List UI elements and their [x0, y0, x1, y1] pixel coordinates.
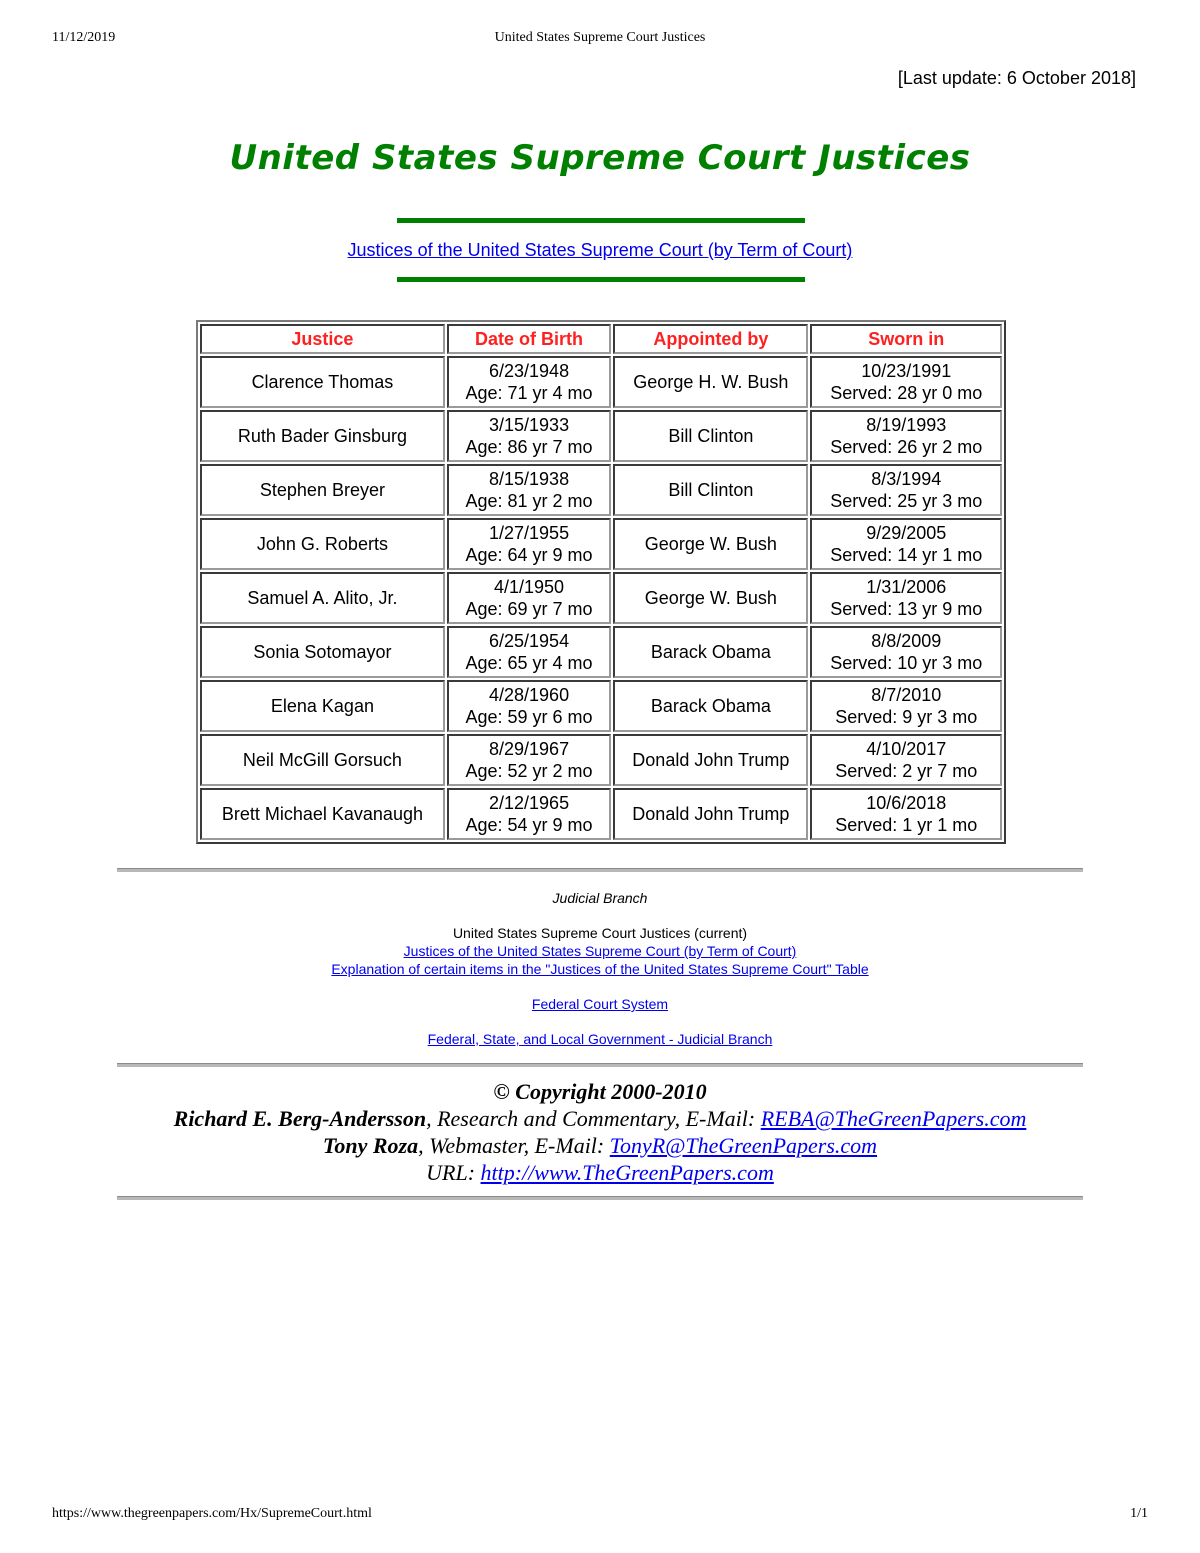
- table-row: [200, 464, 1002, 516]
- header-appointed-by: Appointed by: [613, 324, 808, 354]
- served: Served: 9 yr 3 mo: [835, 707, 978, 727]
- copyright-block: [0, 1078, 1200, 1186]
- term-of-court-link[interactable]: Justices of the United States Supreme Court (by Term of Court): [347, 240, 853, 260]
- birth-cell: [447, 464, 611, 516]
- appointed-by: George W. Bush: [613, 572, 808, 624]
- sworn-date: 10/23/1991: [861, 361, 952, 381]
- table-row: [200, 410, 1002, 462]
- sworn-cell: [810, 734, 1002, 786]
- print-header: [52, 30, 1148, 50]
- birth-cell: [447, 680, 611, 732]
- appointed-by: George W. Bush: [613, 518, 808, 570]
- birth-date: 4/1/1950: [494, 577, 565, 597]
- webmaster-role: , Webmaster, E-Mail:: [418, 1133, 610, 1158]
- header-justice: Justice: [200, 324, 445, 354]
- served: Served: 10 yr 3 mo: [830, 653, 983, 673]
- birth-date: 4/28/1960: [489, 685, 570, 705]
- last-update: [Last update: 6 October 2018]: [897, 68, 1136, 88]
- appointed-by: George H. W. Bush: [613, 356, 808, 408]
- birth-date: 6/23/1948: [489, 361, 570, 381]
- sworn-date: 8/7/2010: [871, 685, 942, 705]
- current-page-label: United States Supreme Court Justices (current): [452, 925, 748, 941]
- url-label: URL:: [426, 1160, 481, 1185]
- appointed-by: Donald John Trump: [613, 734, 808, 786]
- sworn-cell: [810, 788, 1002, 840]
- age: Age: 54 yr 9 mo: [465, 815, 593, 835]
- birth-cell: [447, 572, 611, 624]
- served: Served: 25 yr 3 mo: [830, 491, 983, 511]
- sworn-cell: [810, 464, 1002, 516]
- sworn-date: 4/10/2017: [866, 739, 947, 759]
- served: Served: 14 yr 1 mo: [830, 545, 983, 565]
- justice-name: John G. Roberts: [200, 518, 445, 570]
- gray-divider: [117, 868, 1083, 872]
- table-row: [200, 518, 1002, 570]
- table-row: [200, 356, 1002, 408]
- sworn-cell: [810, 410, 1002, 462]
- age: Age: 86 yr 7 mo: [465, 437, 593, 457]
- sworn-date: 8/19/1993: [866, 415, 947, 435]
- age: Age: 52 yr 2 mo: [465, 761, 593, 781]
- sworn-cell: [810, 518, 1002, 570]
- sworn-cell: [810, 356, 1002, 408]
- justice-name: Stephen Breyer: [200, 464, 445, 516]
- term-of-court-nav-link[interactable]: Justices of the United States Supreme Court (by Term of Court): [403, 943, 797, 959]
- print-page-number: 1/1: [1130, 1506, 1148, 1521]
- site-url-link[interactable]: http://www.TheGreenPapers.com: [480, 1160, 774, 1185]
- birth-date: 6/25/1954: [489, 631, 570, 651]
- birth-cell: [447, 788, 611, 840]
- justice-name: Ruth Bader Ginsburg: [200, 410, 445, 462]
- age: Age: 59 yr 6 mo: [465, 707, 593, 727]
- gray-divider: [117, 1196, 1083, 1200]
- judicial-branch-nav: [0, 890, 1200, 1048]
- federal-court-system-link[interactable]: Federal Court System: [531, 996, 669, 1012]
- birth-date: 1/27/1955: [489, 523, 570, 543]
- green-divider-top: [397, 218, 805, 223]
- author-role: , Research and Commentary, E-Mail:: [426, 1106, 761, 1131]
- birth-date: 8/15/1938: [489, 469, 570, 489]
- birth-date: 8/29/1967: [489, 739, 570, 759]
- print-footer: [52, 1506, 1148, 1526]
- justices-table: [196, 320, 1006, 844]
- table-row: [200, 734, 1002, 786]
- age: Age: 69 yr 7 mo: [465, 599, 593, 619]
- served: Served: 28 yr 0 mo: [830, 383, 983, 403]
- header-sworn-in: Sworn in: [810, 324, 1002, 354]
- age: Age: 81 yr 2 mo: [465, 491, 593, 511]
- sworn-date: 8/3/1994: [871, 469, 942, 489]
- webmaster-line: [0, 1132, 1200, 1159]
- served: Served: 13 yr 9 mo: [830, 599, 983, 619]
- webmaster-name: Tony Roza: [322, 1133, 419, 1158]
- copyright-line: © Copyright 2000-2010: [493, 1079, 707, 1104]
- appointed-by: Bill Clinton: [613, 410, 808, 462]
- age: Age: 64 yr 9 mo: [465, 545, 593, 565]
- table-row: [200, 626, 1002, 678]
- birth-cell: [447, 356, 611, 408]
- age: Age: 65 yr 4 mo: [465, 653, 593, 673]
- gray-divider: [117, 1063, 1083, 1067]
- author-name: Richard E. Berg-Andersson: [173, 1106, 427, 1131]
- birth-date: 3/15/1933: [489, 415, 570, 435]
- birth-cell: [447, 518, 611, 570]
- table-row: [200, 572, 1002, 624]
- judicial-branch-label: Judicial Branch: [552, 890, 648, 906]
- url-line: [0, 1159, 1200, 1186]
- justice-name: Clarence Thomas: [200, 356, 445, 408]
- justice-name: Samuel A. Alito, Jr.: [200, 572, 445, 624]
- sworn-date: 8/8/2009: [871, 631, 942, 651]
- sworn-date: 10/6/2018: [866, 793, 947, 813]
- birth-cell: [447, 410, 611, 462]
- sworn-date: 9/29/2005: [866, 523, 947, 543]
- served: Served: 26 yr 2 mo: [830, 437, 983, 457]
- table-header-row: [200, 324, 1002, 354]
- explanation-link[interactable]: Explanation of certain items in the "Justices of the United States Supreme Court" Table: [331, 961, 869, 977]
- appointed-by: Barack Obama: [613, 626, 808, 678]
- sworn-cell: [810, 680, 1002, 732]
- justice-name: Neil McGill Gorsuch: [200, 734, 445, 786]
- author-email-link[interactable]: REBA@TheGreenPapers.com: [760, 1106, 1027, 1131]
- table-row: [200, 680, 1002, 732]
- green-divider-bottom: [397, 277, 805, 282]
- served: Served: 2 yr 7 mo: [835, 761, 978, 781]
- justice-name: Sonia Sotomayor: [200, 626, 445, 678]
- justice-name: Brett Michael Kavanaugh: [200, 788, 445, 840]
- header-date-of-birth: Date of Birth: [447, 324, 611, 354]
- birth-date: 2/12/1965: [489, 793, 570, 813]
- served: Served: 1 yr 1 mo: [835, 815, 978, 835]
- appointed-by: Bill Clinton: [613, 464, 808, 516]
- age: Age: 71 yr 4 mo: [465, 383, 593, 403]
- print-date: 11/12/2019: [52, 30, 116, 45]
- table-row: [200, 788, 1002, 840]
- sworn-cell: [810, 572, 1002, 624]
- sworn-cell: [810, 626, 1002, 678]
- justice-name: Elena Kagan: [200, 680, 445, 732]
- print-page-title: United States Supreme Court Justices: [494, 30, 706, 45]
- birth-cell: [447, 734, 611, 786]
- sworn-date: 1/31/2006: [866, 577, 947, 597]
- birth-cell: [447, 626, 611, 678]
- appointed-by: Donald John Trump: [613, 788, 808, 840]
- appointed-by: Barack Obama: [613, 680, 808, 732]
- author-line: [0, 1105, 1200, 1132]
- print-url: https://www.thegreenpapers.com/Hx/SupremeCourt.html: [52, 1506, 372, 1521]
- table-body: [200, 356, 1002, 840]
- webmaster-email-link[interactable]: TonyR@TheGreenPapers.com: [609, 1133, 878, 1158]
- government-judicial-branch-link[interactable]: Federal, State, and Local Government - Judicial Branch: [427, 1031, 773, 1047]
- page-title: United States Supreme Court Justices: [229, 138, 971, 178]
